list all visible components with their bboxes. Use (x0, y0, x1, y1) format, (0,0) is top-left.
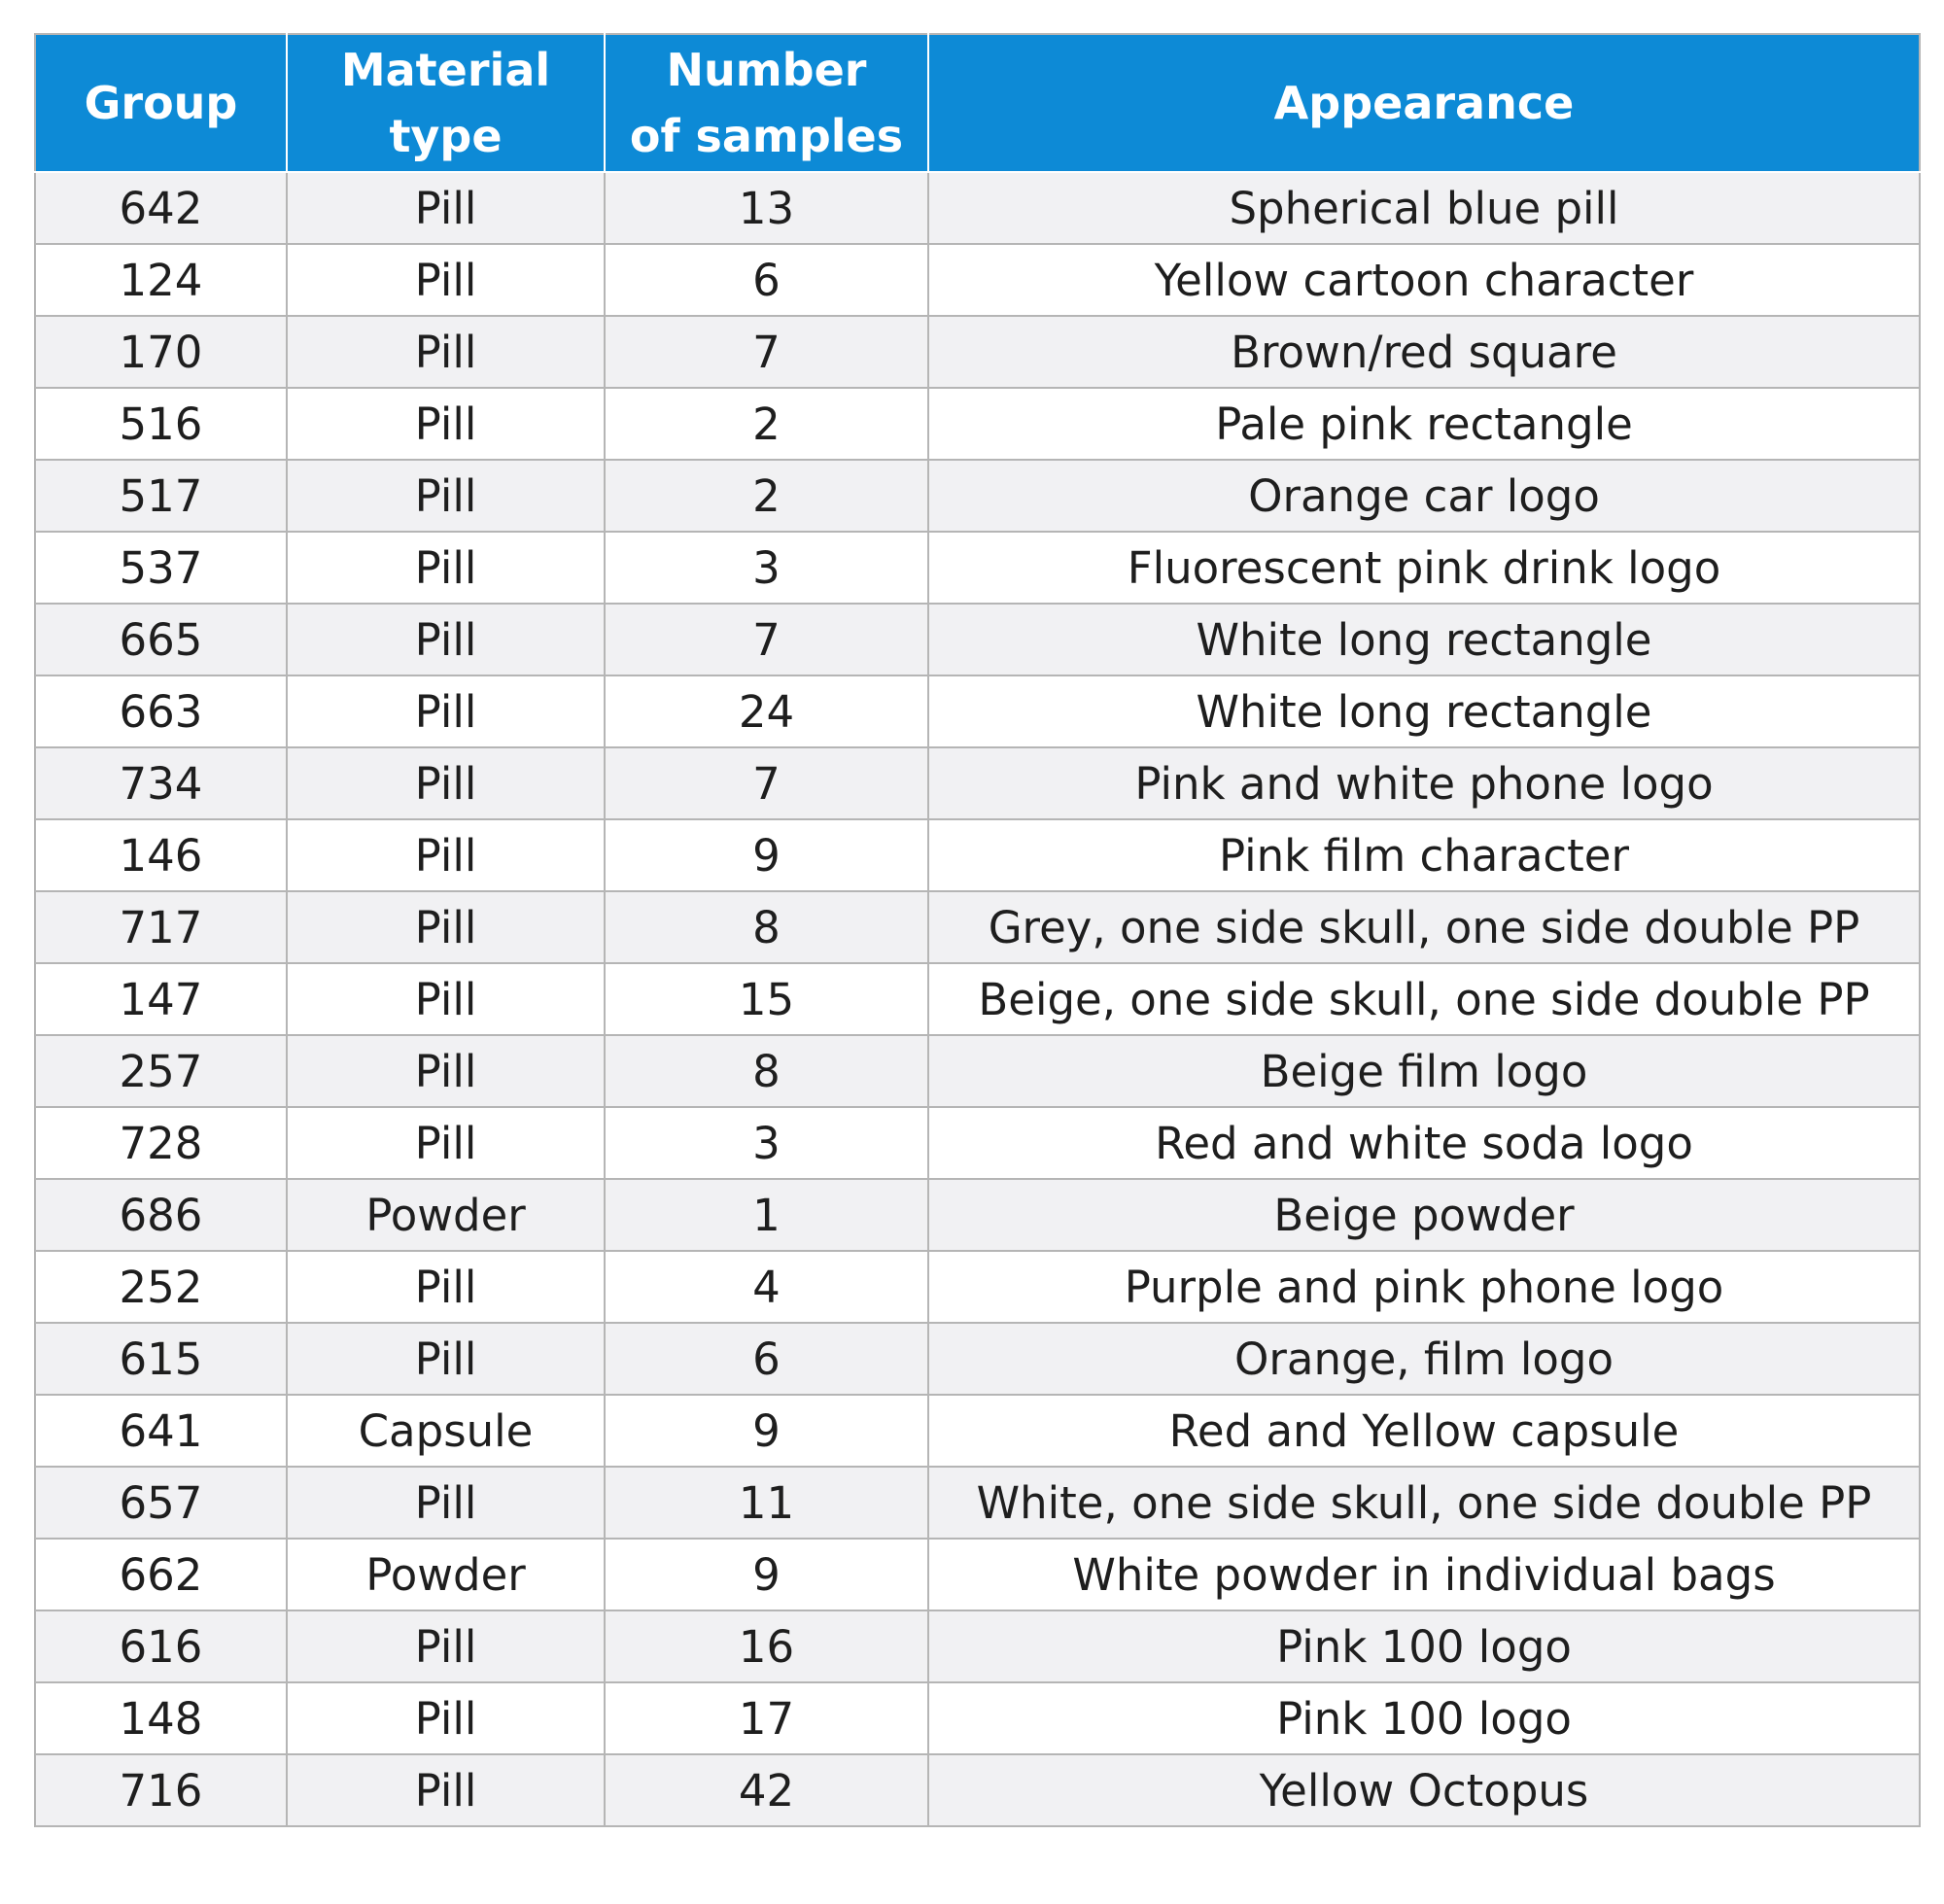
cell-group: 615 (35, 1323, 287, 1395)
cell-appearance: Red and white soda logo (928, 1107, 1920, 1179)
cell-material-type: Powder (287, 1179, 605, 1251)
cell-group: 641 (35, 1395, 287, 1467)
table-row (35, 388, 1920, 460)
cell-material-type: Pill (287, 1754, 605, 1826)
cell-appearance: Brown/red square (928, 316, 1920, 388)
cell-appearance: Beige, one side skull, one side double PP (928, 963, 1920, 1035)
table-row (35, 1323, 1920, 1395)
cell-number-of-samples: 17 (605, 1682, 928, 1754)
cell-group: 734 (35, 747, 287, 819)
cell-group: 717 (35, 891, 287, 963)
cell-group: 516 (35, 388, 287, 460)
cell-group: 147 (35, 963, 287, 1035)
table-row (35, 1754, 1920, 1826)
cell-appearance: Pink 100 logo (928, 1610, 1920, 1682)
cell-appearance: White long rectangle (928, 604, 1920, 675)
cell-number-of-samples: 8 (605, 1035, 928, 1107)
cell-material-type: Pill (287, 963, 605, 1035)
header-samples-line2: of samples (629, 110, 904, 162)
table-row (35, 1467, 1920, 1539)
cell-material-type: Powder (287, 1539, 605, 1610)
cell-appearance: Yellow cartoon character (928, 244, 1920, 316)
cell-group: 686 (35, 1179, 287, 1251)
cell-material-type: Pill (287, 747, 605, 819)
cell-group: 716 (35, 1754, 287, 1826)
cell-group: 616 (35, 1610, 287, 1682)
table-row (35, 1107, 1920, 1179)
cell-appearance: White powder in individual bags (928, 1539, 1920, 1610)
cell-appearance: White, one side skull, one side double PP (928, 1467, 1920, 1539)
cell-group: 537 (35, 532, 287, 604)
cell-number-of-samples: 3 (605, 1107, 928, 1179)
cell-number-of-samples: 6 (605, 1323, 928, 1395)
cell-group: 146 (35, 819, 287, 891)
table-row (35, 460, 1920, 532)
cell-material-type: Pill (287, 388, 605, 460)
cell-number-of-samples: 7 (605, 747, 928, 819)
cell-appearance: Beige film logo (928, 1035, 1920, 1107)
table-row (35, 316, 1920, 388)
table-row (35, 1682, 1920, 1754)
cell-number-of-samples: 42 (605, 1754, 928, 1826)
header-material-type (287, 34, 605, 172)
cell-material-type: Pill (287, 1323, 605, 1395)
table-row (35, 244, 1920, 316)
cell-number-of-samples: 8 (605, 891, 928, 963)
cell-material-type: Capsule (287, 1395, 605, 1467)
cell-appearance: Red and Yellow capsule (928, 1395, 1920, 1467)
cell-group: 728 (35, 1107, 287, 1179)
cell-material-type: Pill (287, 244, 605, 316)
cell-material-type: Pill (287, 1682, 605, 1754)
cell-appearance: Yellow Octopus (928, 1754, 1920, 1826)
cell-number-of-samples: 16 (605, 1610, 928, 1682)
cell-group: 665 (35, 604, 287, 675)
cell-material-type: Pill (287, 1107, 605, 1179)
table-header (35, 34, 1920, 172)
cell-group: 148 (35, 1682, 287, 1754)
cell-number-of-samples: 4 (605, 1251, 928, 1323)
cell-number-of-samples: 2 (605, 388, 928, 460)
cell-material-type: Pill (287, 532, 605, 604)
samples-table (34, 33, 1921, 1827)
cell-material-type: Pill (287, 172, 605, 244)
table-row (35, 675, 1920, 747)
cell-appearance: Pink film character (928, 819, 1920, 891)
cell-appearance: Pink and white phone logo (928, 747, 1920, 819)
cell-material-type: Pill (287, 1467, 605, 1539)
table-row (35, 1179, 1920, 1251)
cell-number-of-samples: 1 (605, 1179, 928, 1251)
header-group-label: Group (84, 77, 238, 129)
cell-group: 170 (35, 316, 287, 388)
cell-material-type: Pill (287, 819, 605, 891)
table-row (35, 747, 1920, 819)
cell-appearance: Pink 100 logo (928, 1682, 1920, 1754)
cell-group: 662 (35, 1539, 287, 1610)
table-row (35, 1035, 1920, 1107)
table-row (35, 604, 1920, 675)
cell-group: 657 (35, 1467, 287, 1539)
cell-appearance: Grey, one side skull, one side double PP (928, 891, 1920, 963)
cell-number-of-samples: 9 (605, 1395, 928, 1467)
table-row (35, 532, 1920, 604)
cell-number-of-samples: 13 (605, 172, 928, 244)
cell-material-type: Pill (287, 604, 605, 675)
cell-group: 517 (35, 460, 287, 532)
table-row (35, 172, 1920, 244)
header-material-line2: type (389, 110, 503, 162)
cell-number-of-samples: 3 (605, 532, 928, 604)
cell-number-of-samples: 24 (605, 675, 928, 747)
cell-number-of-samples: 9 (605, 819, 928, 891)
header-group (35, 34, 287, 172)
header-samples-line1: Number (666, 44, 867, 96)
cell-number-of-samples: 6 (605, 244, 928, 316)
table-row (35, 891, 1920, 963)
cell-group: 257 (35, 1035, 287, 1107)
table-row (35, 819, 1920, 891)
cell-group: 252 (35, 1251, 287, 1323)
cell-number-of-samples: 2 (605, 460, 928, 532)
header-number-of-samples (605, 34, 928, 172)
table-row (35, 1610, 1920, 1682)
table-row (35, 1395, 1920, 1467)
cell-appearance: Pale pink rectangle (928, 388, 1920, 460)
cell-appearance: Purple and pink phone logo (928, 1251, 1920, 1323)
cell-material-type: Pill (287, 460, 605, 532)
cell-appearance: White long rectangle (928, 675, 1920, 747)
cell-material-type: Pill (287, 316, 605, 388)
header-material-line1: Material (340, 44, 551, 96)
header-appearance (928, 34, 1920, 172)
cell-appearance: Orange car logo (928, 460, 1920, 532)
cell-number-of-samples: 11 (605, 1467, 928, 1539)
table-body (35, 172, 1920, 1826)
cell-group: 663 (35, 675, 287, 747)
table-row (35, 1251, 1920, 1323)
cell-material-type: Pill (287, 1610, 605, 1682)
cell-appearance: Spherical blue pill (928, 172, 1920, 244)
header-appearance-label: Appearance (1273, 77, 1575, 129)
cell-number-of-samples: 7 (605, 316, 928, 388)
cell-material-type: Pill (287, 891, 605, 963)
cell-group: 642 (35, 172, 287, 244)
cell-group: 124 (35, 244, 287, 316)
table-row (35, 1539, 1920, 1610)
cell-material-type: Pill (287, 675, 605, 747)
table-row (35, 963, 1920, 1035)
cell-number-of-samples: 9 (605, 1539, 928, 1610)
cell-appearance: Beige powder (928, 1179, 1920, 1251)
cell-number-of-samples: 7 (605, 604, 928, 675)
cell-appearance: Fluorescent pink drink logo (928, 532, 1920, 604)
cell-appearance: Orange, film logo (928, 1323, 1920, 1395)
cell-material-type: Pill (287, 1035, 605, 1107)
cell-number-of-samples: 15 (605, 963, 928, 1035)
header-row (35, 34, 1920, 172)
cell-material-type: Pill (287, 1251, 605, 1323)
